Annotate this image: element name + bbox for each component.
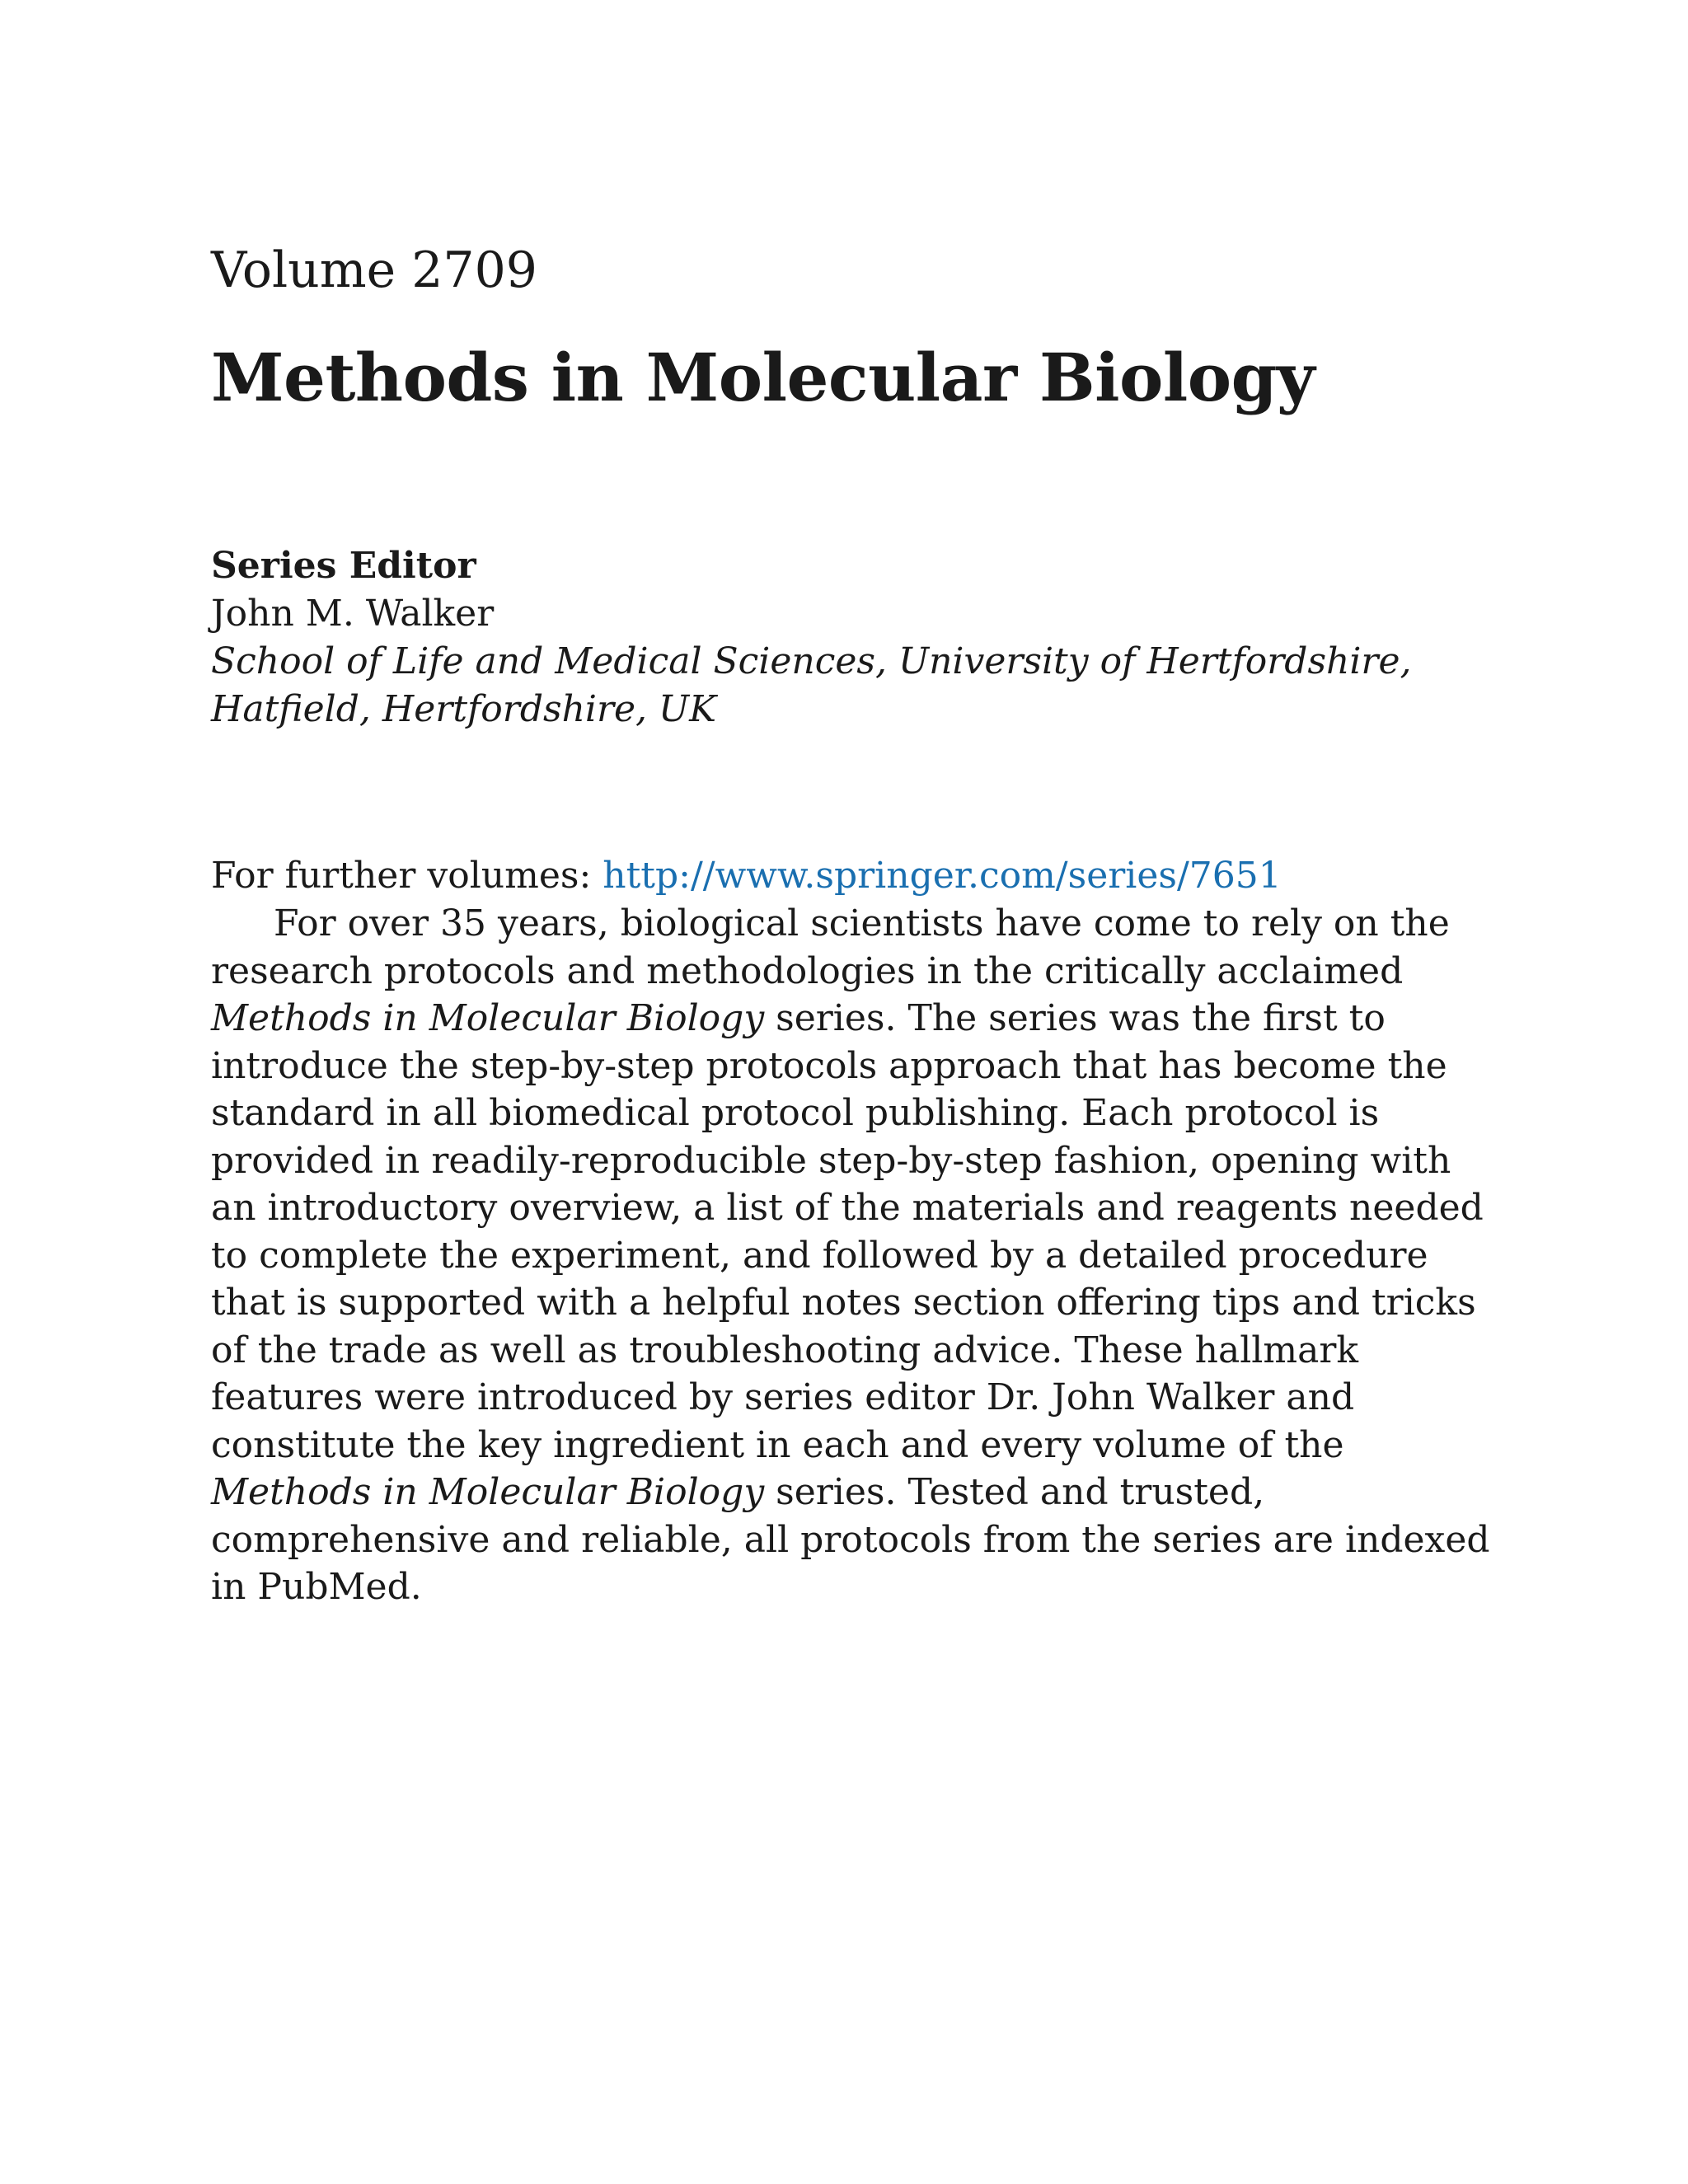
series-editor-name: John M. Walker <box>211 593 495 635</box>
volume-number: Volume 2709 <box>211 241 537 299</box>
description-text-2: series. The series was the first to introduce the step-by-step protocols approach that has become the standard in all biomedical protocol publishing. Each protocol is provided in readily-reproducible step-by-step fashion, opening with an introductory overview, a list of the materials and reagents needed to complete the experiment, and followed by a detailed procedure that is supported with a helpful notes section offering tips and tricks of the trade as well as troubleshooting advice. These hallmark features were introduced by series editor Dr. John Walker and constitute the key ingredient in each and every volume of the <box>211 997 1484 1466</box>
further-volumes-line <box>211 852 1497 900</box>
series-url-link[interactable]: http://www.springer.com/series/7651 <box>603 855 1282 897</box>
series-editor-block <box>211 542 1497 733</box>
further-volumes-label: For further volumes: <box>211 855 603 897</box>
series-editor-affiliation: School of Life and Medical Sciences, University of Hertfordshire, Hatfield, Hertfordshire, UK <box>211 640 1412 730</box>
series-title: Methods in Molecular Biology <box>211 339 1315 416</box>
description-text-1: For over 35 years, biological scientists have come to rely on the research protocols and methodologies in the critically acclaimed <box>211 902 1450 992</box>
series-name-italic-2: Methods in Molecular Biology <box>211 1471 765 1513</box>
series-name-italic-1: Methods in Molecular Biology <box>211 997 765 1039</box>
series-description-paragraph <box>211 900 1497 1611</box>
description-text-3: series. Tested and trusted, comprehensive and reliable, all protocols from the series are indexed in PubMed. <box>211 1471 1490 1608</box>
series-editor-label: Series Editor <box>211 545 476 587</box>
